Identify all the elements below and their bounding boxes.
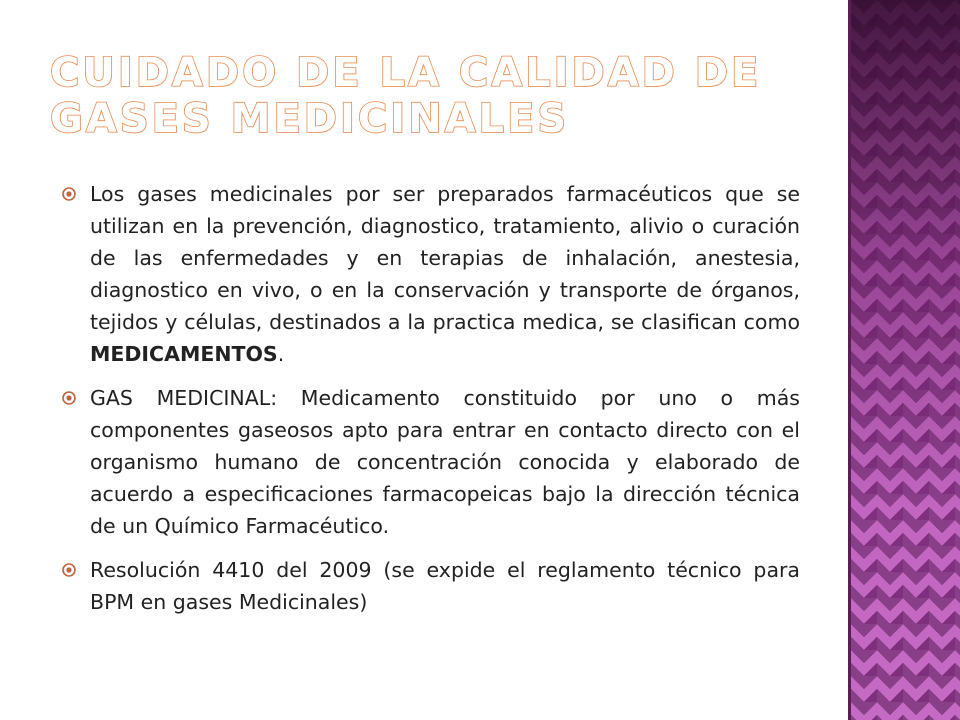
circled-dot-bullet-icon	[62, 391, 76, 405]
bullet-emphasis: MEDICAMENTOS	[90, 342, 278, 366]
bullet-item-medicamentos	[62, 178, 800, 370]
bullet-text: GAS MEDICINAL: Medicamento constituido por uno o más componentes gaseosos apto para entrar en contacto directo con el organismo humano de concentración conocida y elaborado de acuerdo a especificaciones farmacopeicas bajo la dirección técnica de un Químico Farmacéutico.	[90, 386, 800, 538]
bullet-list	[62, 178, 800, 630]
bullet-tail: .	[277, 342, 285, 366]
bullet-text: Los gases medicinales por ser preparados farmacéuticos que se utilizan en la prevención, diagnostico, tratamiento, alivio o curación de las enfermedades y en terapias de inhalación, anestesia, diagnostico en vivo, o en la conservación y transporte de órganos, tejidos y células, destinados a la practica medica, se clasifican como	[90, 182, 800, 334]
side-band-gradient	[851, 0, 960, 720]
bullet-item-resolucion	[62, 554, 800, 618]
circled-dot-bullet-icon	[62, 563, 76, 577]
bullet-text: Resolución 4410 del 2009 (se expide el reglamento técnico para BPM en gases Medicinales)	[90, 558, 800, 614]
circled-dot-bullet-icon	[62, 187, 76, 201]
bullet-item-gas-medicinal	[62, 382, 800, 542]
slide-title: CUIDADO DE LA CALIDAD DE GASES MEDICINALES	[50, 50, 762, 142]
side-band-edge	[848, 0, 851, 720]
